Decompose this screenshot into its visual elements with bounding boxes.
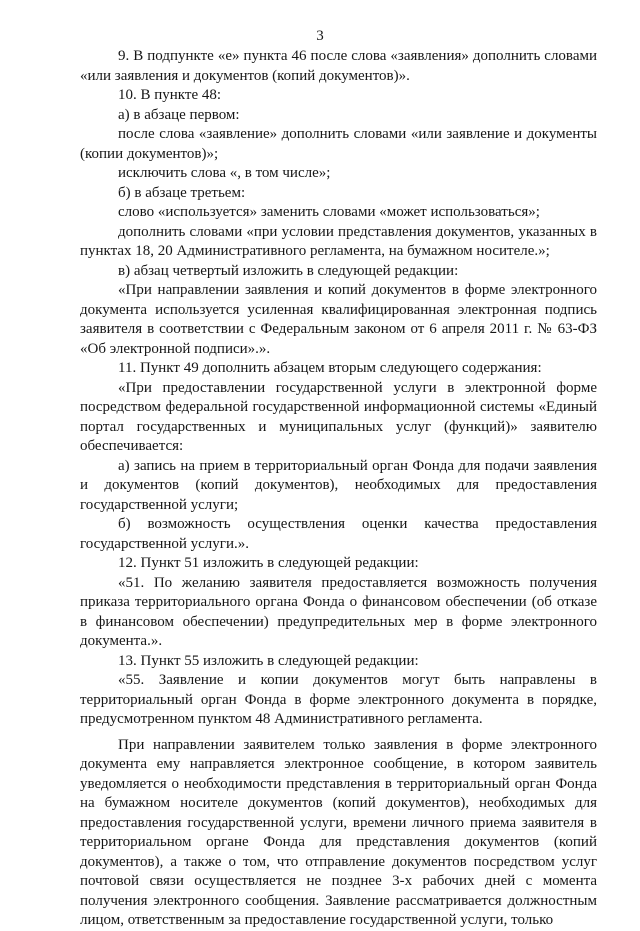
paragraph-item-11: 11. Пункт 49 дополнить абзацем вторым следующего содержания: xyxy=(118,360,542,376)
paragraph-10b-replace-word: слово «используется» заменить словами «может использоваться»; xyxy=(118,204,540,220)
paragraph-10a: а) в абзаце первом: xyxy=(118,106,240,123)
paragraph-10c-new-text: «При направлении заявления и копий документов в форме электронного документа используется усиленная квалифицированная электронная подпись заявителя в соответствии с Федеральным законом от 6 апреля 2011 г. № 63-ФЗ «Об электронной подписи».». xyxy=(80,282,597,357)
paragraph-10a-add-words: после слова «заявление» дополнить словами «или заявление и документы (копии документов)»; xyxy=(80,126,597,162)
paragraph-10b: б) в абзаце третьем: xyxy=(118,184,246,201)
paragraph-10a-exclude-words: исключить слова «, в том числе»; xyxy=(118,165,331,181)
page-number: 3 xyxy=(316,28,324,44)
paragraph-11-new-text: «При предоставлении государственной услуги в электронной форме посредством федеральной государственной информационной системы «Единый портал государственных и муниципальных услуг (функций)» заявителю обеспечивается: xyxy=(80,379,597,454)
paragraph-item-12: 12. Пункт 51 изложить в следующей редакции: xyxy=(118,555,419,571)
paragraph-13-continuation: При направлении заявителем только заявления в форме электронного документа ему направляется электронное сообщение, в котором заявитель уведомляется о необходимости представления в территориальный орган Фонда на бумажном носителе документов (копий документов), необходимых для предоставления государственной услуги, времени личного приема заявителя в территориальном органе Фонда для представления документов (копий документов), а также о том, что отправление документов посредством услуг почтовой связи осуществляется не позднее 3-х рабочих дней с момента получения электронного сообщения. Заявление рассматривается должностным лицом, ответственным за предоставление государственной услуги, только xyxy=(80,736,597,928)
paragraph-item-10: 10. В пункте 48: xyxy=(118,87,222,103)
paragraph-11a: а) запись на прием в территориальный орган Фонда для подачи заявления и документов (копий документов), необходимых для предоставления государственной услуги; xyxy=(80,457,597,513)
paragraph-13-new-text: «55. Заявление и копии документов могут быть направлены в территориальный орган Фонда в форме электронного документа в порядке, предусмотренном пунктом 48 Административного регламента. xyxy=(80,672,597,727)
paragraph-10c: в) абзац четвертый изложить в следующей редакции: xyxy=(118,262,459,279)
document-body xyxy=(80,47,597,931)
paragraph-item-13: 13. Пункт 55 изложить в следующей редакции: xyxy=(118,652,419,669)
paragraph-item-9: 9. В подпункте «е» пункта 46 после слова «заявления» дополнить словами «или заявления и документов (копий документов)». xyxy=(80,48,597,84)
paragraph-12-new-text: «51. По желанию заявителя предоставляется возможность получения приказа территориального органа Фонда о финансовом обеспечении (об отказе в финансовом обеспечении) предупредительных мер в форме электронного документа.». xyxy=(80,574,597,649)
paragraph-10b-add-words: дополнить словами «при условии представления документов, указанных в пунктах 18, 20 Административного регламента, на бумажном носителе.»; xyxy=(80,223,597,259)
paragraph-11b: б) возможность осуществления оценки качества предоставления государственной услуги.». xyxy=(80,516,597,552)
